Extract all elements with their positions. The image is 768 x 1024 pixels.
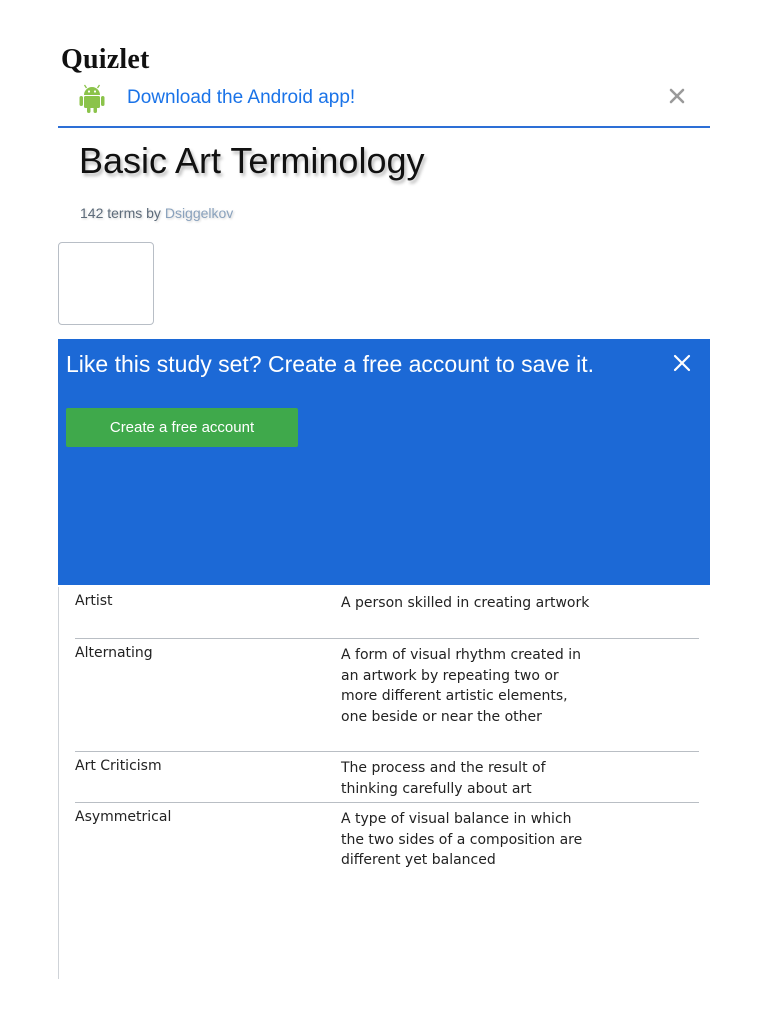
app-download-banner [58,78,710,128]
term-word: Art Criticism [75,758,162,774]
quizlet-logo[interactable]: Quizlet [61,44,150,75]
create-account-button[interactable]: Create a free account [66,408,298,447]
signup-promo-banner [58,339,710,585]
close-icon[interactable] [672,353,692,373]
set-meta [80,205,233,221]
term-row[interactable] [75,587,699,639]
close-icon[interactable] [667,86,687,106]
term-row[interactable] [75,752,699,803]
android-icon [76,82,108,114]
term-definition: A form of visual rhythm created in an artwork by repeating two or more different artistic elements, one beside or near the other [341,647,581,725]
avatar[interactable] [58,242,154,325]
terms-list [58,587,711,979]
term-definition: A person skilled in creating artwork [341,595,590,611]
terms-count: 142 terms by [80,205,161,221]
term-definition: A type of visual balance in which the two sides of a composition are different yet balanced [341,811,583,869]
page-title: Basic Art Terminology [79,140,425,181]
term-word: Artist [75,593,113,609]
author-link[interactable]: Dsiggelkov [164,205,234,221]
term-definition: The process and the result of thinking carefully about art [341,760,546,797]
term-row[interactable] [75,639,699,752]
download-android-app-link[interactable]: Download the Android app! [127,87,356,108]
term-word: Alternating [75,645,153,661]
term-word: Asymmetrical [75,809,172,825]
term-row[interactable] [75,803,699,979]
promo-message: Like this study set? Create a free account to save it. [66,351,595,377]
